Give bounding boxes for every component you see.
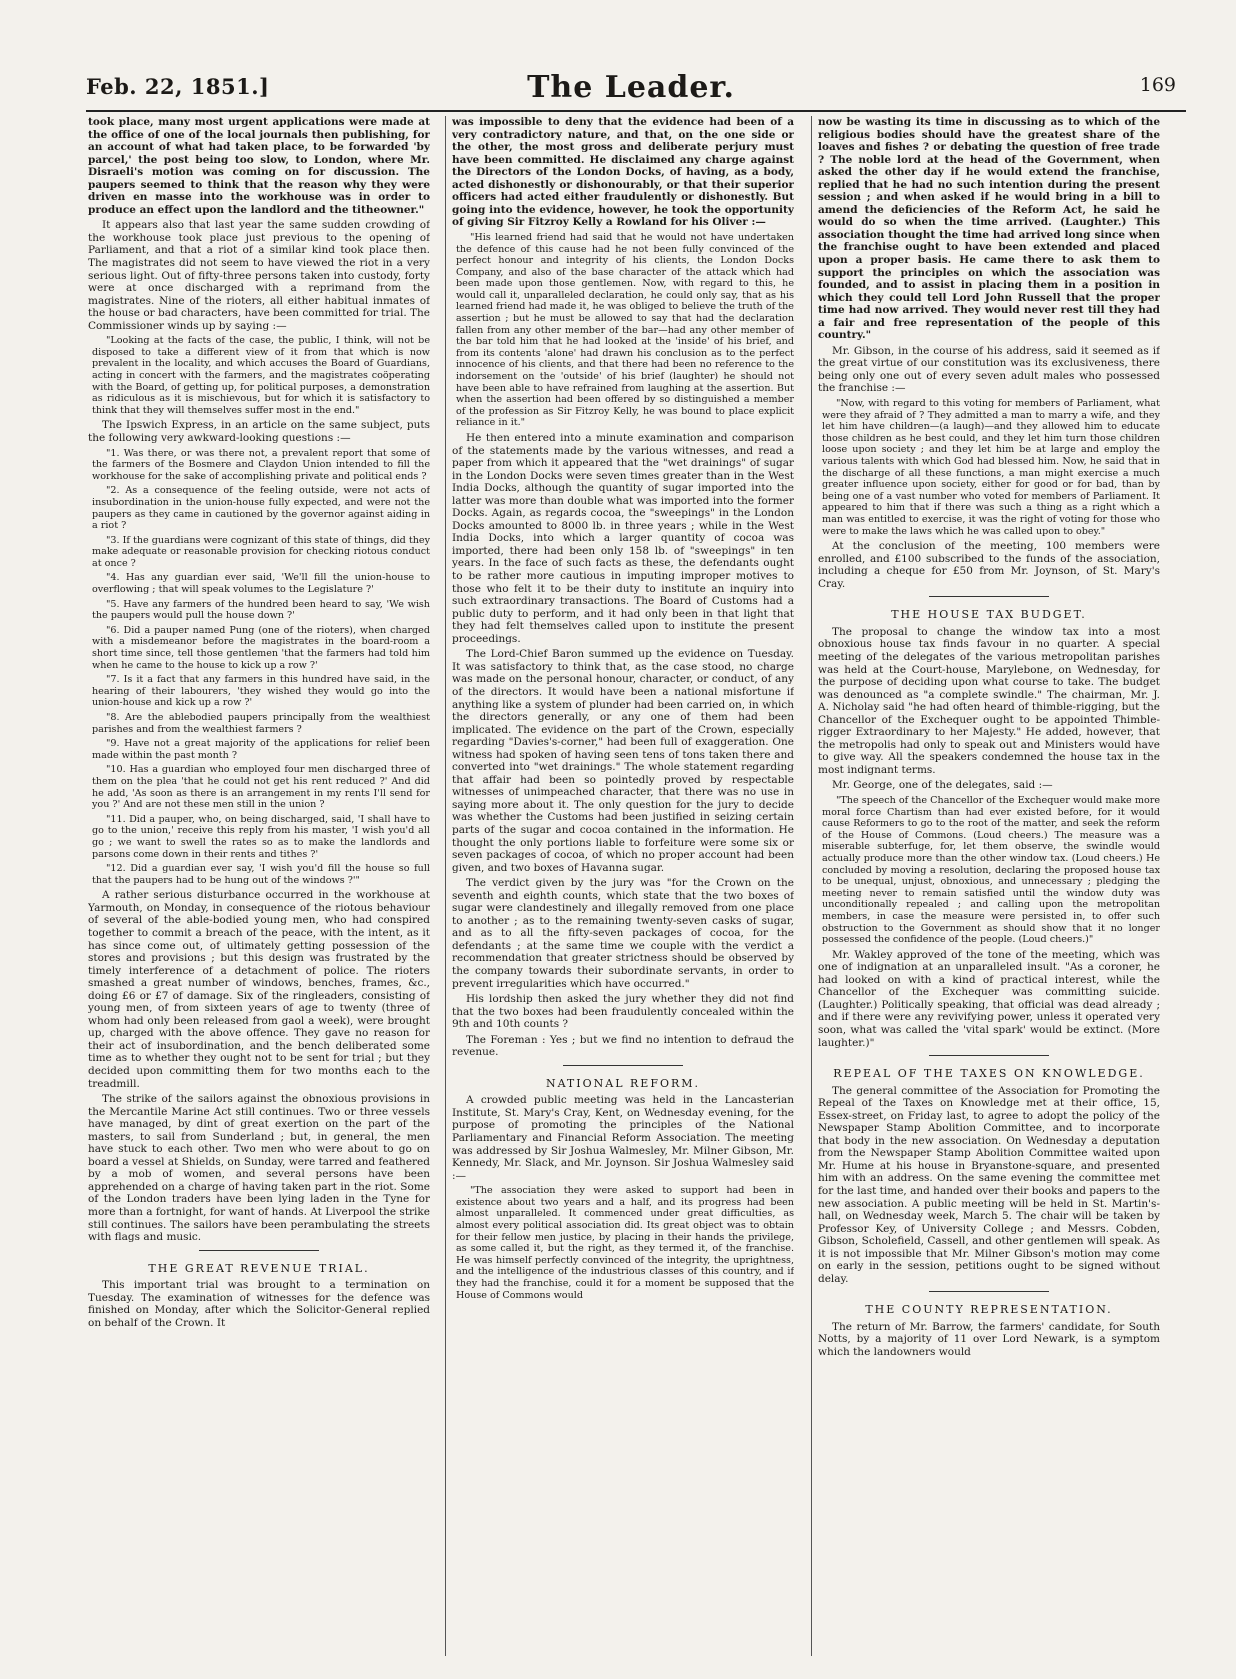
section-rule <box>563 1065 683 1066</box>
page-number: 169 <box>1139 74 1176 96</box>
question: "8. Are the ablebodied paupers principally from the wealthiest parishes and from the wealthiest farmers ? <box>92 712 430 735</box>
question: "7. Is it a fact that any farmers in this hundred have said, in the hearing of their labourers, 'they wished they would go into the union-house and kick up a row ?' <box>92 674 430 709</box>
column-2 <box>452 116 794 1656</box>
page-header <box>86 70 1176 106</box>
section-heading: THE HOUSE TAX BUDGET. <box>891 608 1087 622</box>
section-rule <box>929 1055 1049 1056</box>
paragraph: The Ipswich Express, in an article on the same subject, puts the following very awkward-looking questions :— <box>88 419 430 444</box>
column-1 <box>88 116 430 1656</box>
paragraph: The general committee of the Association for Promoting the Repeal of the Taxes on Knowledge met at their office, 15, Essex-street, on Friday last, to agree to adopt the policy of the Newspaper Stamp Abolition Committee, and to incorporate that body in the new association. On Wednesday a deputation from the Newspaper Stamp Abolition Committee waited upon Mr. Hume at his house in Bryanstone-square, and presented him with an address. On the same evening the committee met for the last time, and handed over their books and papers to the new association. A public meeting will be held in St. Martin's-hall, on Wednesday week, March 5. The chair will be taken by Professor Key, of University College ; and Messrs. Cobden, Gibson, Scholefield, Cassell, and other gentlemen will speak. As it is not impossible that Mr. Milner Gibson's motion may come on early in the session, petitions ought to be signed without delay. <box>818 1084 1160 1285</box>
paragraph: was impossible to deny that the evidence had been of a very contradictory nature, and that, on the one side or the other, the most gross and deliberate perjury must have been committed. He disclaimed any charge against the Directors of the London Docks, of having, as a body, acted dishonestly or dishonourably, or that their superior officers had acted either fraudulently or dishonestly. But going into the evidence, however, he took the opportunity of giving Sir Fitzroy Kelly a Rowland for his Oliver :— <box>452 116 794 229</box>
question: "10. Has a guardian who employed four men discharged three of them on the plea 'that he could not get his rent reduced ?' And did he add, 'As soon as there is an arrangement in my rents I'll send for you ?' And are not these men still in the union ? <box>92 764 430 811</box>
issue-date: Feb. 22, 1851.] <box>86 74 270 99</box>
question: "11. Did a pauper, who, on being discharged, said, 'I shall have to go to the union,' receive this reply from his master, 'I wish you'd all go ; we want to swell the rates so as to make the landlords and parsons come down in their rents and tithes ?' <box>92 813 430 860</box>
quotation: "Looking at the facts of the case, the public, I think, will not be disposed to take a different view of it from that which is now prevalent in the locality, and which accuses the Board of Guardians, acting in concert with the farmers, and the magistrates coöperating with the Board, of getting up, for political purposes, a demonstration as ridiculous as it is mischievous, but for which it is satisfactory to think that they will themselves suffer most in the end." <box>92 335 430 416</box>
paragraph: took place, many most urgent applications were made at the office of one of the local journals then publishing, for an account of what had taken place, to be forwarded 'by parcel,' the post being too slow, to London, where Mr. Disraeli's motion was coming on for discussion. The paupers seemed to think that the reason why they were driven en masse into the workhouse was in order to produce an effect upon the landlord and the titheowner." <box>88 116 430 216</box>
section-heading: THE COUNTY REPRESENTATION. <box>865 1303 1113 1317</box>
column-3 <box>818 116 1160 1656</box>
paragraph: The proposal to change the window tax into a most obnoxious house tax finds favour in no quarter. A special meeting of the delegates of the various metropolitan parishes was held at the Court-house, Marylebone, on Wednesday, for the purpose of deciding upon what course to take. The budget was denounced as "a complete swindle." The chairman, Mr. J. A. Nicholay said "he had often heard of thimble-rigging, but the Chancellor of the Exchequer ought to be appointed Thimble-rigger Extraordinary to her Majesty." He added, however, that the metropolis had only to speak out and Ministers would have to give way. All the speakers condemned the house tax in the most indignant terms. <box>818 625 1160 776</box>
question: "6. Did a pauper named Pung (one of the rioters), when charged with a misdemeanor before the magistrates in the board-room a short time since, tell those gentlemen 'that the farmers had told him when he came to the house to kick up a row ?' <box>92 624 430 671</box>
quotation: "The speech of the Chancellor of the Exchequer would make more moral force Chartism than had ever existed before, for it would cause Reformers to go to the root of the matter, and seek the reform of the House of Commons. (Loud cheers.) The measure was a miserable subterfuge, for, let them observe, the swindle would actually produce more than the other window tax. (Loud cheers.) He concluded by moving a resolution, declaring the proposed house tax to be unequal, unjust, obnoxious, and unnecessary ; pledging the meeting never to remain satisfied until the window duty was unconditionally repealed ; and calling upon the metropolitan members, in case the measure were persisted in, to offer such obstruction to the Government as should show that it no longer possessed the confidence of the people. (Loud cheers.)" <box>822 795 1160 946</box>
quotation: "Now, with regard to this voting for members of Parliament, what were they afraid of ? They admitted a man to marry a wife, and they let him have children—(a laugh)—and they allowed him to educate those children as he best could, and they let him turn those children loose upon society ; and they let him be at large and employ the various talents with which God had blessed him. Now, he said that in the discharge of all these functions, a man might exercise a much greater influence upon society, either for good or for bad, than by being one of a vast number who voted for members of Parliament. It appeared to him that if there was such a thing as a right which a man was entitled to exercise, it was the right of voting for those who were to make the laws which he was called upon to obey." <box>822 398 1160 537</box>
section-heading: THE GREAT REVENUE TRIAL. <box>148 1261 370 1275</box>
paragraph: This important trial was brought to a termination on Tuesday. The examination of witnesses for the defence was finished on Monday, after which the Solicitor-General replied on behalf of the Crown. It <box>88 1279 430 1329</box>
paragraph: now be wasting its time in discussing as to which of the religious bodies should have the greatest share of the loaves and fishes ? or debating the question of free trade ? The noble lord at the head of the Government, when asked the other day if he would extend the franchise, replied that he had no such intention during the present session ; and when asked if he would bring in a bill to amend the deficiencies of the Reform Act, he said he would do so when the time arrived. (Laughter.) This association thought the time had arrived long since when the franchise ought to have been extended and placed upon a proper basis. He came there to ask them to support the principles on which the association was founded, and to assist in placing them in a position in which they could tell Lord John Russell that the proper time had now arrived. They would never rest till they had a fair and free representation of the people of this country." <box>818 116 1160 342</box>
paragraph: The strike of the sailors against the obnoxious provisions in the Mercantile Marine Act still continues. Two or three vessels have managed, by dint of great exertion on the part of the masters, to sail from Sunderland ; but, in general, the men have stuck to each other. Two men who were about to go on board a vessel at Shields, on Sunday, were tarred and feathered by a mob of women, and several persons have been apprehended on a charge of having taken part in the riot. Some of the London traders have been lying laden in the Tyne for more than a fortnight, for want of hands. At Liverpool the strike still continues. The sailors have been perambulating the streets with flags and music. <box>88 1093 430 1244</box>
paragraph: The Foreman : Yes ; but we find no intention to defraud the revenue. <box>452 1033 794 1059</box>
question: "9. Have not a great majority of the applications for relief been made within the past month ? <box>92 738 430 761</box>
section-rule <box>929 1291 1049 1292</box>
quotation: "The association they were asked to support had been in existence about two years and a half, and its progress had been almost unparalleled. It commenced under great difficulties, as almost every political association did. Its great object was to obtain for their fellow men justice, by placing in their hands the privilege, as some called it, but the right, as they termed it, of the franchise. He was himself perfectly convinced of the integrity, the uprightness, and the intelligence of the industrious classes of this country, and if they had the franchise, could it for a moment be supposed that the House of Commons would <box>456 1185 794 1301</box>
question: "3. If the guardians were cognizant of this state of things, did they make adequate or reasonable provision for checking riotous conduct at once ? <box>92 534 430 569</box>
paragraph: A crowded public meeting was held in the Lancasterian Institute, St. Mary's Cray, Kent, on Wednesday evening, for the purpose of promoting the principles of the National Parliamentary and Financial Reform Association. The meeting was addressed by Sir Joshua Walmesley, Mr. Milner Gibson, Mr. Kennedy, Mr. Slack, and Mr. Joynson. Sir Joshua Walmesley said :— <box>452 1094 794 1182</box>
section-heading: REPEAL OF THE TAXES ON KNOWLEDGE. <box>833 1067 1145 1081</box>
section-heading: NATIONAL REFORM. <box>545 1076 701 1090</box>
paragraph: At the conclusion of the meeting, 100 members were enrolled, and £100 subscribed to the funds of the association, including a cheque for £50 from Mr. Joynson, of St. Mary's Cray. <box>818 540 1160 590</box>
section-rule <box>929 596 1049 597</box>
column-divider <box>445 116 446 1656</box>
paragraph: It appears also that last year the same sudden crowding of the workhouse took place just previous to the opening of Parliament, and that a riot of a similar kind took place then. The magistrates did not seem to have viewed the riot in a very serious light. Out of fifty-three persons taken into custody, forty were at once discharged with a reprimand from the magistrates. Nine of the rioters, all either habitual inmates of the house or bad characters, have been committed for trial. The Commissioner winds up by saying :— <box>88 219 430 332</box>
question: "1. Was there, or was there not, a prevalent report that some of the farmers of the Bosmere and Claydon Union intended to fill the workhouse for the sake of accomplishing private and political ends ? <box>92 447 430 482</box>
paragraph: The return of Mr. Barrow, the farmers' candidate, for South Notts, by a majority of 11 over Lord Newark, is a symptom which the landowners would <box>818 1320 1160 1359</box>
header-rule <box>86 110 1186 112</box>
paragraph: His lordship then asked the jury whether they did not find that the two boxes had been fraudulently concealed within the 9th and 10th counts ? <box>452 993 794 1031</box>
column-divider <box>811 116 812 1656</box>
paragraph: The Lord-Chief Baron summed up the evidence on Tuesday. It was satisfactory to think that, as the case stood, no charge was made on the personal honour, character, or conduct, of any of the directors. It would have been a national misfortune if anything like a system of plunder had been carried on, in which the directors generally, or any one of them had been implicated. The evidence on the part of the Crown, especially regarding "Davies's-corner," had been full of exaggeration. One witness had spoken of having seen tens of tons taken there and converted into "wet drainings." The whole statement regarding that affair had been so pointedly proved by respectable witnesses of unimpeached character, that there was no use in saying more about it. The only question for the jury to decide was whether the Customs had been justified in seizing certain parts of the sugar and cocoa contained in the information. He thought the only portions liable to forfeiture were some six or seven packages of cocoa, of which no proper account had been given, and two boxes of Havanna sugar. <box>452 648 794 874</box>
question: "12. Did a guardian ever say, 'I wish you'd fill the house so full that the paupers had to be hung out of the windows ?'" <box>92 863 430 886</box>
paragraph: A rather serious disturbance occurred in the workhouse at Yarmouth, on Monday, in consequence of the riotous behaviour of several of the able-bodied young men, who had conspired together to commit a breach of the peace, with the intent, as it has since come out, of ultimately getting possession of the stores and provisions ; but this design was frustrated by the timely interference of a detachment of police. The rioters smashed a great number of windows, benches, frames, &c., doing £6 or £7 of damage. Six of the ringleaders, consisting of young men, of from sixteen years of age to twenty (three of whom had only been released from gaol a week), were brought up, charged with the above offence. They gave no reason for their act of insubordination, and the bench deliberated some time as to whether they ought not to be sent for trial ; but they decided upon committing them for two months each to the treadmill. <box>88 889 430 1090</box>
paragraph: Mr. Gibson, in the course of his address, said it seemed as if the great virtue of our constitution was its exclusiveness, there being only one out of every seven adult males who possessed the franchise :— <box>818 344 1160 395</box>
paragraph: Mr. George, one of the delegates, said :— <box>832 779 1053 792</box>
masthead-title: The Leader. <box>527 70 735 105</box>
question: "5. Have any farmers of the hundred been heard to say, 'We wish the paupers would pull the house down ?' <box>92 598 430 622</box>
paragraph: Mr. Wakley approved of the tone of the meeting, which was one of indignation at an unparalleled insult. "As a coroner, he had looked on with a kind of practical interest, while the Chancellor of the Exchequer was committing suicide. (Laughter.) Politically speaking, that official was dead already ; and if there were any revivifying power, unless it operated very soon, what was called the 'vital spark' would be extinct. (More laughter.)" <box>818 948 1160 1049</box>
quotation: "His learned friend had said that he would not have undertaken the defence of this cause had he not been fully convinced of the perfect honour and integrity of his clients, the London Docks Company, and also of the base character of the attack which had been made upon those gentlemen. Now, with regard to this, he would call it, unparalleled declaration, he could only say, that as his learned friend had made it, he was obliged to believe the truth of the assertion ; but he must be allowed to say that had the declaration fallen from any other member of the bar—had any other member of the bar told him that he had looked at the 'inside' of his brief, and from its contents 'alone' had drawn his conclusion as to the perfect innocence of his clients, and that there had been no reference to the indorsement on the 'outside' of his brief (laughter) he should not have been able to have refrained from laughing at the assertion. But when the assertion had been offered by so distinguished a member of the profession as Sir Fitzroy Kelly, he was bound to place explicit reliance in it." <box>456 231 794 429</box>
paragraph: He then entered into a minute examination and comparison of the statements made by the various witnesses, and read a paper from which it appeared that the "wet drainings" of sugar in the London Docks were seven times greater than in the West India Docks, although the quantity of sugar imported into the latter was more than double what was imported into the former Docks. Again, as regards cocoa, the "sweepings" in the London Docks amounted to 8000 lb. in three years ; while in the West India Docks, into which a larger quantity of cocoa was imported, there had been only 158 lb. of "sweepings" in ten years. In the face of such facts as these, the defendants ought to be rather more cautious in imputing improper motives to those who felt it to be their duty to institute an inquiry into such extraordinary transactions. The Board of Customs had a public duty to perform, and it had only been in that light that they had felt themselves called upon to institute the present proceedings. <box>452 432 794 645</box>
section-rule <box>199 1250 319 1251</box>
question: "4. Has any guardian ever said, 'We'll fill the union-house to overflowing ; that will speak volumes to the Legislature ?' <box>92 572 430 596</box>
question: "2. As a consequence of the feeling outside, were not acts of insubordination in the union-house fully expected, and were not the paupers as they came in cautioned by the governor against aiding in a riot ? <box>92 485 430 532</box>
paragraph: The verdict given by the jury was "for the Crown on the seventh and eighth counts, which state that the two boxes of sugar were clandestinely and illegally removed from one place to another ; as to the remaining twenty-seven casks of sugar, and as to all the fifty-seven packages of cocoa, for the defendants ; at the same time we couple with the verdict a recommendation that greater strictness should be observed by the company towards their subordinate servants, in order to prevent irregularities which have occurred." <box>452 877 794 990</box>
